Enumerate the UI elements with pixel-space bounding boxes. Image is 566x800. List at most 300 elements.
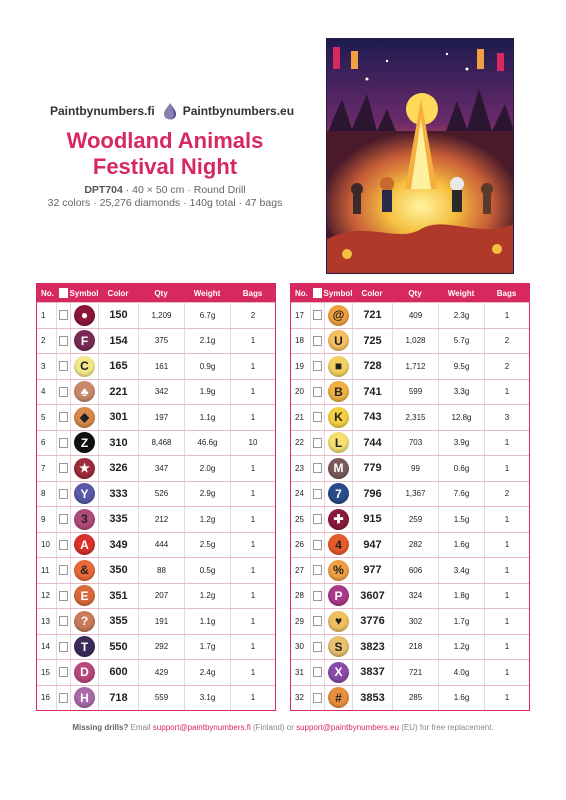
row-checkbox-cell	[310, 584, 324, 609]
table-row	[291, 353, 529, 379]
header-weight: Weight	[193, 288, 221, 298]
row-checkbox-cell	[310, 558, 324, 583]
checkbox-icon[interactable]	[59, 514, 68, 524]
row-bags: 2	[230, 303, 275, 328]
table-row	[37, 659, 275, 685]
header-weight: Weight	[447, 288, 475, 298]
row-quantity: 282	[392, 533, 438, 558]
header-color: Color	[107, 288, 129, 298]
checkbox-icon[interactable]	[59, 693, 68, 703]
drill-symbol-icon: #	[328, 687, 349, 708]
row-number: 15	[41, 667, 50, 677]
row-symbol-cell	[70, 686, 98, 711]
row-symbol-cell	[324, 329, 352, 354]
row-checkbox-cell	[56, 354, 70, 379]
row-weight: 2.5g	[184, 533, 230, 558]
row-number: 26	[295, 540, 304, 550]
row-number: 6	[41, 438, 46, 448]
row-bags: 2	[484, 354, 529, 379]
row-bags: 1	[484, 660, 529, 685]
row-color-code: 779	[352, 456, 392, 481]
drill-symbol-icon: E	[74, 585, 95, 606]
table-row	[37, 328, 275, 354]
row-symbol-cell	[324, 482, 352, 507]
checkbox-icon[interactable]	[59, 540, 68, 550]
row-number: 18	[295, 336, 304, 346]
row-checkbox-cell	[56, 482, 70, 507]
row-checkbox-cell	[310, 303, 324, 328]
product-stats: 32 colors · 25,276 diamonds · 140g total · 47 bags	[47, 197, 283, 209]
drill-symbol-icon: &	[74, 560, 95, 581]
row-symbol-cell	[70, 660, 98, 685]
checkbox-icon[interactable]	[313, 336, 322, 346]
row-number: 2	[41, 336, 46, 346]
drill-symbol-icon: L	[328, 432, 349, 453]
checkbox-icon[interactable]	[313, 361, 322, 371]
row-weight: 1.2g	[438, 635, 484, 660]
table-row	[37, 302, 275, 328]
header-bags: Bags	[242, 288, 263, 298]
drill-symbol-icon: 7	[328, 483, 349, 504]
row-symbol-cell	[70, 584, 98, 609]
row-color-code: 333	[98, 482, 138, 507]
row-quantity: 161	[138, 354, 184, 379]
drill-symbol-icon: A	[74, 534, 95, 555]
row-bags: 1	[230, 507, 275, 532]
row-quantity: 191	[138, 609, 184, 634]
row-symbol-cell	[70, 405, 98, 430]
drill-symbol-icon: ♣	[74, 381, 95, 402]
row-quantity: 1,209	[138, 303, 184, 328]
row-number: 11	[41, 565, 50, 575]
table-header	[37, 284, 275, 302]
row-number: 13	[41, 616, 50, 626]
header-bags: Bags	[496, 288, 517, 298]
row-quantity: 285	[392, 686, 438, 711]
row-symbol-cell	[324, 507, 352, 532]
product-code: DPT704	[84, 184, 123, 196]
row-checkbox-cell	[310, 507, 324, 532]
row-color-code: 3607	[352, 584, 392, 609]
row-quantity: 259	[392, 507, 438, 532]
row-quantity: 8,468	[138, 431, 184, 456]
row-symbol-cell	[70, 609, 98, 634]
row-quantity: 526	[138, 482, 184, 507]
row-weight: 1.6g	[438, 686, 484, 711]
row-symbol-cell	[70, 635, 98, 660]
row-checkbox-cell	[56, 686, 70, 711]
row-number: 10	[41, 540, 50, 550]
support-email-fi[interactable]: support@paintbynumbers.fi	[152, 723, 251, 732]
table-row	[37, 608, 275, 634]
checkbox-icon[interactable]	[59, 310, 68, 320]
row-bags: 1	[484, 431, 529, 456]
table-row	[37, 506, 275, 532]
title-line-1: Woodland Animals	[66, 128, 264, 153]
table-row	[291, 659, 529, 685]
row-weight: 3.9g	[438, 431, 484, 456]
row-symbol-cell	[324, 354, 352, 379]
row-color-code: 600	[98, 660, 138, 685]
row-checkbox-cell	[56, 303, 70, 328]
drill-symbol-icon: C	[74, 356, 95, 377]
table-row	[291, 328, 529, 354]
footer-note: Missing drills? Email support@paintbynumbers.fi (Finland) or support@paintbynumbers.eu (EU) for free replacement.	[72, 723, 494, 732]
row-number: 9	[41, 514, 46, 524]
product-size: · 40 × 50 cm · Round Drill	[122, 184, 246, 196]
drill-symbol-icon: ●	[74, 305, 95, 326]
row-quantity: 375	[138, 329, 184, 354]
row-symbol-cell	[70, 558, 98, 583]
row-color-code: 3853	[352, 686, 392, 711]
row-quantity: 1,712	[392, 354, 438, 379]
product-meta	[40, 184, 290, 210]
brand-header	[50, 100, 300, 122]
row-symbol-cell	[70, 329, 98, 354]
row-bags: 1	[484, 635, 529, 660]
checkbox-icon[interactable]	[313, 438, 322, 448]
brand-fi: Paintbynumbers.fi	[50, 104, 155, 118]
checkbox-icon	[59, 288, 68, 298]
table-row	[291, 481, 529, 507]
row-bags: 1	[230, 584, 275, 609]
checkbox-icon[interactable]	[59, 616, 68, 626]
header-color: Color	[361, 288, 383, 298]
row-quantity: 1,367	[392, 482, 438, 507]
row-checkbox-cell	[56, 329, 70, 354]
row-weight: 1.7g	[438, 609, 484, 634]
header-no: No.	[295, 288, 308, 298]
checkbox-icon[interactable]	[313, 387, 322, 397]
row-checkbox-cell	[310, 660, 324, 685]
row-color-code: 3837	[352, 660, 392, 685]
row-color-code: 915	[352, 507, 392, 532]
checkbox-icon[interactable]	[313, 412, 322, 422]
checkbox-icon[interactable]	[313, 514, 322, 524]
table-row	[37, 557, 275, 583]
row-number: 25	[295, 514, 304, 524]
row-weight: 1.6g	[438, 533, 484, 558]
row-color-code: 355	[98, 609, 138, 634]
row-checkbox-cell	[310, 533, 324, 558]
row-quantity: 324	[392, 584, 438, 609]
row-number: 28	[295, 591, 304, 601]
row-symbol-cell	[324, 609, 352, 634]
row-color-code: 350	[98, 558, 138, 583]
checkbox-icon[interactable]	[59, 361, 68, 371]
header-qty: Qty	[408, 288, 422, 298]
row-weight: 7.6g	[438, 482, 484, 507]
row-bags: 1	[230, 686, 275, 711]
checkbox-icon[interactable]	[313, 616, 322, 626]
row-weight: 2.1g	[184, 329, 230, 354]
table-row	[291, 608, 529, 634]
table-row	[291, 430, 529, 456]
row-bags: 1	[230, 329, 275, 354]
table-row	[37, 353, 275, 379]
row-checkbox-cell	[56, 380, 70, 405]
row-color-code: 351	[98, 584, 138, 609]
checkbox-icon[interactable]	[59, 412, 68, 422]
color-table-right	[290, 283, 530, 711]
row-bags: 1	[484, 584, 529, 609]
support-email-eu[interactable]: support@paintbynumbers.eu	[296, 723, 399, 732]
row-bags: 10	[230, 431, 275, 456]
row-weight: 1.2g	[184, 507, 230, 532]
row-quantity: 444	[138, 533, 184, 558]
row-number: 31	[295, 667, 304, 677]
row-color-code: 3776	[352, 609, 392, 634]
row-number: 22	[295, 438, 304, 448]
drill-symbol-icon: M	[328, 458, 349, 479]
row-quantity: 1,028	[392, 329, 438, 354]
table-row	[291, 583, 529, 609]
row-checkbox-cell	[310, 482, 324, 507]
drill-symbol-icon: ♥	[328, 611, 349, 632]
row-color-code: 947	[352, 533, 392, 558]
checkbox-icon[interactable]	[59, 463, 68, 473]
table-body	[37, 302, 275, 710]
header-no: No.	[41, 288, 54, 298]
header-symbol: Symbol	[323, 288, 353, 298]
drill-symbol-icon: ■	[328, 356, 349, 377]
table-row	[291, 506, 529, 532]
row-weight: 1.2g	[184, 584, 230, 609]
row-quantity: 559	[138, 686, 184, 711]
table-row	[37, 685, 275, 711]
table-row	[37, 455, 275, 481]
row-number: 8	[41, 489, 46, 499]
table-body	[291, 302, 529, 710]
drill-symbol-icon: U	[328, 330, 349, 351]
checkbox-icon[interactable]	[59, 489, 68, 499]
drill-symbol-icon: ?	[74, 611, 95, 632]
row-symbol-cell	[324, 558, 352, 583]
row-symbol-cell	[70, 456, 98, 481]
row-checkbox-cell	[56, 584, 70, 609]
row-quantity: 2,315	[392, 405, 438, 430]
row-weight: 4.0g	[438, 660, 484, 685]
row-weight: 3.1g	[184, 686, 230, 711]
row-color-code: 728	[352, 354, 392, 379]
row-symbol-cell	[324, 380, 352, 405]
row-weight: 3.3g	[438, 380, 484, 405]
checkbox-icon[interactable]	[59, 336, 68, 346]
artwork-image	[327, 39, 514, 274]
row-number: 4	[41, 387, 46, 397]
row-weight: 0.6g	[438, 456, 484, 481]
drill-symbol-icon: Y	[74, 483, 95, 504]
row-bags: 2	[484, 329, 529, 354]
drill-symbol-icon: P	[328, 585, 349, 606]
row-checkbox-cell	[310, 329, 324, 354]
row-number: 27	[295, 565, 304, 575]
checkbox-icon[interactable]	[313, 565, 322, 575]
checkbox-icon[interactable]	[313, 489, 322, 499]
row-color-code: 221	[98, 380, 138, 405]
row-symbol-cell	[70, 380, 98, 405]
checkbox-icon[interactable]	[313, 463, 322, 473]
checkbox-icon[interactable]	[59, 642, 68, 652]
checkbox-icon[interactable]	[59, 438, 68, 448]
row-checkbox-cell	[310, 456, 324, 481]
row-number: 29	[295, 616, 304, 626]
row-symbol-cell	[324, 456, 352, 481]
drill-symbol-icon: D	[74, 662, 95, 683]
row-weight: 3.4g	[438, 558, 484, 583]
row-number: 14	[41, 642, 50, 652]
row-bags: 1	[484, 507, 529, 532]
drill-symbol-icon: X	[328, 662, 349, 683]
row-color-code: 349	[98, 533, 138, 558]
checkbox-icon[interactable]	[59, 387, 68, 397]
row-quantity: 599	[392, 380, 438, 405]
row-number: 1	[41, 310, 46, 320]
row-number: 16	[41, 693, 50, 703]
row-number: 20	[295, 387, 304, 397]
checkbox-icon[interactable]	[313, 667, 322, 677]
row-checkbox-cell	[56, 456, 70, 481]
row-symbol-cell	[324, 303, 352, 328]
row-bags: 1	[484, 558, 529, 583]
row-bags: 1	[230, 380, 275, 405]
table-row	[37, 634, 275, 660]
row-quantity: 703	[392, 431, 438, 456]
row-weight: 2.9g	[184, 482, 230, 507]
row-bags: 1	[484, 686, 529, 711]
table-row	[37, 404, 275, 430]
row-checkbox-cell	[56, 507, 70, 532]
checkbox-icon[interactable]	[313, 310, 322, 320]
row-bags: 1	[230, 609, 275, 634]
checkbox-icon[interactable]	[313, 540, 322, 550]
drill-symbol-icon: H	[74, 687, 95, 708]
checkbox-icon[interactable]	[313, 693, 322, 703]
row-color-code: 796	[352, 482, 392, 507]
checkbox-icon[interactable]	[59, 667, 68, 677]
table-row	[291, 379, 529, 405]
row-bags: 1	[484, 303, 529, 328]
row-symbol-cell	[70, 507, 98, 532]
row-bags: 1	[484, 456, 529, 481]
row-bags: 1	[230, 354, 275, 379]
row-checkbox-cell	[56, 660, 70, 685]
table-row	[37, 481, 275, 507]
row-weight: 1.1g	[184, 609, 230, 634]
row-bags: 1	[484, 380, 529, 405]
row-symbol-cell	[70, 482, 98, 507]
drill-symbol-icon: B	[328, 381, 349, 402]
row-color-code: 725	[352, 329, 392, 354]
table-row	[291, 634, 529, 660]
row-symbol-cell	[70, 354, 98, 379]
row-symbol-cell	[324, 584, 352, 609]
row-weight: 6.7g	[184, 303, 230, 328]
row-quantity: 347	[138, 456, 184, 481]
row-quantity: 218	[392, 635, 438, 660]
checkbox-icon[interactable]	[313, 642, 322, 652]
table-row	[291, 557, 529, 583]
checkbox-icon[interactable]	[313, 591, 322, 601]
row-color-code: 150	[98, 303, 138, 328]
row-weight: 1.5g	[438, 507, 484, 532]
row-quantity: 606	[392, 558, 438, 583]
row-checkbox-cell	[310, 431, 324, 456]
row-bags: 1	[230, 456, 275, 481]
table-row	[291, 532, 529, 558]
row-symbol-cell	[324, 686, 352, 711]
row-bags: 1	[484, 609, 529, 634]
row-checkbox-cell	[56, 558, 70, 583]
row-number: 12	[41, 591, 50, 601]
table-row	[37, 430, 275, 456]
row-checkbox-cell	[56, 431, 70, 456]
drill-symbol-icon: %	[328, 560, 349, 581]
row-weight: 5.7g	[438, 329, 484, 354]
row-number: 21	[295, 412, 304, 422]
checkbox-icon[interactable]	[59, 565, 68, 575]
row-quantity: 292	[138, 635, 184, 660]
row-checkbox-cell	[310, 686, 324, 711]
row-symbol-cell	[324, 635, 352, 660]
row-color-code: 743	[352, 405, 392, 430]
row-quantity: 212	[138, 507, 184, 532]
row-symbol-cell	[70, 431, 98, 456]
row-bags: 1	[230, 635, 275, 660]
row-weight: 46.6g	[184, 431, 230, 456]
drill-symbol-icon: @	[328, 305, 349, 326]
row-symbol-cell	[324, 405, 352, 430]
row-symbol-cell	[70, 533, 98, 558]
row-color-code: 301	[98, 405, 138, 430]
row-weight: 2.0g	[184, 456, 230, 481]
row-quantity: 721	[392, 660, 438, 685]
row-quantity: 197	[138, 405, 184, 430]
drill-symbol-icon: K	[328, 407, 349, 428]
drill-symbol-icon: 3	[74, 509, 95, 530]
row-color-code: 977	[352, 558, 392, 583]
table-row	[291, 404, 529, 430]
row-quantity: 429	[138, 660, 184, 685]
row-quantity: 302	[392, 609, 438, 634]
row-bags: 1	[230, 558, 275, 583]
drill-symbol-icon: 4	[328, 534, 349, 555]
color-table-left	[36, 283, 276, 711]
checkbox-icon	[313, 288, 322, 298]
row-quantity: 207	[138, 584, 184, 609]
row-color-code: 741	[352, 380, 392, 405]
drill-symbol-icon: S	[328, 636, 349, 657]
row-checkbox-cell	[310, 609, 324, 634]
row-weight: 2.3g	[438, 303, 484, 328]
row-quantity: 99	[392, 456, 438, 481]
row-bags: 1	[230, 482, 275, 507]
footer-lead: Missing drills?	[72, 723, 129, 732]
row-weight: 9.5g	[438, 354, 484, 379]
row-color-code: 718	[98, 686, 138, 711]
checkbox-icon[interactable]	[59, 591, 68, 601]
row-number: 32	[295, 693, 304, 703]
table-row	[291, 455, 529, 481]
row-quantity: 88	[138, 558, 184, 583]
row-bags: 1	[484, 533, 529, 558]
row-bags: 1	[230, 533, 275, 558]
drill-symbol-icon: F	[74, 330, 95, 351]
drill-symbol-icon: ✚	[328, 509, 349, 530]
row-color-code: 744	[352, 431, 392, 456]
row-color-code: 154	[98, 329, 138, 354]
drill-symbol-icon: ★	[74, 458, 95, 479]
